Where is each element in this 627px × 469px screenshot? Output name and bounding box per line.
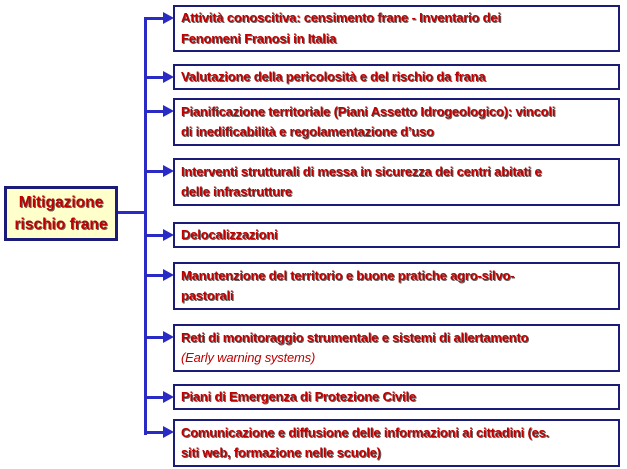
node-comunicazione-diffusione [173,419,620,467]
node-label-line: pastorali [181,288,234,303]
node-label-line: Valutazione della pericolosità e del rischio da frana [181,68,486,84]
node-label-line: Reti di monitoraggio strumentale e sistemi di allertamento [181,329,529,345]
node-label-line: Fenomeni Franosi in Italia [181,30,337,46]
node-attivita-conoscitiva [173,5,620,52]
node-label-line: Interventi strutturali di messa in sicurezza dei centri abitati e [181,163,542,179]
node-delocalizzazioni [173,222,620,248]
connector-root-link [117,211,146,214]
connector-trunk [144,17,147,435]
connector-branch-1 [144,17,164,20]
node-label-line: Comunicazione e diffusione delle informazioni ai cittadini (es. [181,424,550,440]
root-node-label-line: Mitigazione [18,193,104,211]
connector-branch-6 [144,274,164,277]
node-interventi-strutturali [173,158,620,206]
node-label-line: Piani di Emergenza di Protezione Civile [181,388,416,404]
node-piani-emergenza [173,384,620,410]
root-node-mitigazione-rischio-frane [4,186,118,241]
node-label-line: delle infrastrutture [181,184,292,199]
connector-branch-2 [144,76,164,79]
node-manutenzione-territorio [173,262,620,310]
connector-branch-9 [144,431,164,434]
node-label-line: Attività conoscitiva: censimento frane - Inventario dei [181,10,501,25]
node-label-line: Pianificazione territoriale (Piani Assetto Idrogeologico): vincoli [181,103,556,119]
node-label-line: Manutenzione del territorio e buone pratiche agro-silvo- [181,267,515,283]
connector-branch-8 [144,396,164,399]
node-reti-monitoraggio [173,324,620,372]
node-label-line: Delocalizzazioni [181,226,278,242]
node-label-line-italic: (Early warning systems) [181,350,316,365]
node-pianificazione-territoriale [173,98,620,146]
connector-branch-4 [144,170,164,173]
node-label-line: siti web, formazione nelle scuole) [181,445,381,460]
connector-branch-5 [144,234,164,237]
node-valutazione-pericolosita [173,64,620,90]
connector-branch-7 [144,336,164,339]
connector-branch-3 [144,110,164,113]
node-label-line: di inedificabilità e regolamentazione d’uso [181,124,434,139]
root-node-label-line: rischio frane [14,215,108,233]
